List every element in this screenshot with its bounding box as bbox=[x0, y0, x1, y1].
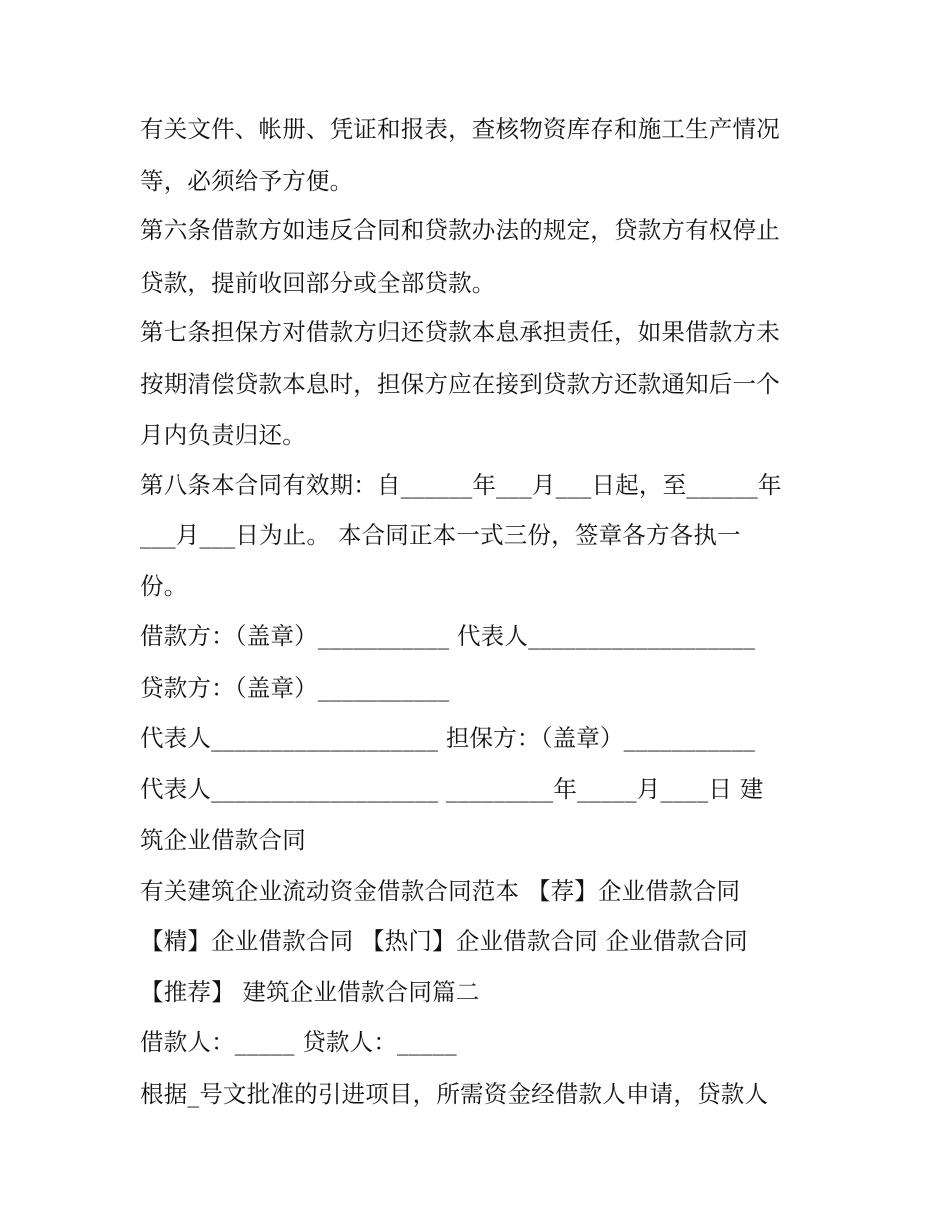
text-line: 有关建筑企业流动资金借款合同范本 【荐】企业借款合同 bbox=[140, 877, 741, 905]
text-line: 代表人___________________ _________年_____月____日 建 bbox=[140, 775, 764, 803]
text-line: 份。 bbox=[140, 572, 188, 600]
text-line: ___月___日为止。 本合同正本一式三份，签章各方各执一 bbox=[140, 521, 741, 549]
text-line: 筑企业借款合同 bbox=[140, 826, 306, 854]
text-line: 第六条借款方如违反合同和贷款办法的规定，贷款方有权停止 bbox=[140, 216, 780, 244]
text-line: 借款方：（盖章）___________ 代表人___________________ bbox=[140, 622, 756, 650]
text-line: 贷款，提前收回部分或全部贷款。 bbox=[140, 269, 496, 297]
text-line: 【推荐】 建筑企业借款合同篇二 bbox=[140, 978, 480, 1006]
text-line: 根据_号文批准的引进项目，所需资金经借款人申请，贷款人 bbox=[140, 1080, 769, 1108]
text-line: 等，必须给予方便。 bbox=[140, 167, 354, 195]
text-line: 【精】企业借款合同 【热门】企业借款合同 企业借款合同 bbox=[140, 927, 748, 955]
text-line: 贷款方：（盖章）___________ bbox=[140, 674, 450, 702]
text-line: 借款人：_____ 贷款人：_____ bbox=[140, 1028, 457, 1056]
text-line: 有关文件、帐册、凭证和报表，查核物资库存和施工生产情况 bbox=[140, 115, 780, 143]
text-line: 月内负责归还。 bbox=[140, 421, 306, 449]
text-line: 第八条本合同有效期：自______年___月___日起，至______年 bbox=[140, 471, 782, 499]
text-line: 第七条担保方对借款方归还贷款本息承担责任，如果借款方未 bbox=[140, 318, 780, 346]
text-line: 代表人___________________ 担保方：（盖章）___________ bbox=[140, 724, 756, 752]
text-line: 按期清偿贷款本息时，担保方应在接到贷款方还款通知后一个 bbox=[140, 370, 780, 398]
